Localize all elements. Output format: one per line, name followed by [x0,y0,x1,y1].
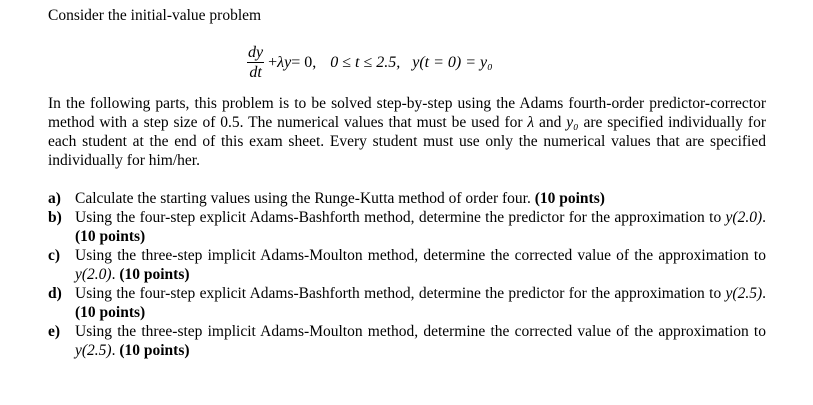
para-part-4: are specified individually for each student at the end of this exam sheet. Every student must use only the numerical values that are specified individually for him/her. [48,114,766,169]
para-part-3: and [534,114,567,131]
item-label: a) [48,190,61,207]
intro-text: Consider the initial-value problem [48,7,262,24]
para-lambda: λ [527,114,535,131]
item-text: Calculate the starting values using the Runge-Kutta method of order four. [75,190,531,207]
para-part-1: In the following parts, this problem is to be solved step-by-step using the Adams fourth-order predictor-corrector method with a step size of [48,95,766,131]
para-y0: y₀ [566,114,579,131]
item-text: Using the three-step implicit Adams-Moulton method, determine the corrected value of the approximation to [75,247,766,264]
step-size: 0.5 [220,114,240,131]
item-target: y(2.5) [75,342,112,359]
equation-lambda: λ [277,53,285,71]
question-list [48,189,766,360]
item-target: y(2.0) [75,266,112,283]
item-target: y(2.0) [725,209,763,226]
initial-condition: y(t = 0) = y₀ [412,53,493,71]
item-label: b) [48,209,62,226]
equation-equals-zero: = 0, [291,53,317,71]
item-points: (10 points) [119,342,190,359]
question-item-b: b) Using the four-step explicit Adams-Bashforth method, determine the predictor for the approximation to y(2.0). (10 points) [48,209,766,245]
item-points: (10 points) [534,190,605,207]
item-text: Using the four-step explicit Adams-Bashforth method, determine the predictor for the approximation to [75,285,726,302]
question-item-e: e) Using the three-step implicit Adams-Moulton method, determine the corrected value of the approximation to y(2.5). (10 points) [48,323,766,359]
fraction-bar [247,62,264,63]
derivative-fraction [247,44,264,81]
equation-range: 0 ≤ t ≤ 2.5, [330,53,401,71]
item-label: d) [48,285,62,302]
equation-plus: + [268,53,278,71]
item-label: c) [48,247,61,264]
fraction-denominator: dt [249,63,262,81]
fraction-numerator: dy [248,43,264,61]
item-target: y(2.5) [725,285,763,302]
question-item-c: c) Using the three-step implicit Adams-Moulton method, determine the corrected value of the approximation to y(2.0). (10 points) [48,247,766,283]
question-item-a [48,189,766,208]
question-item-d: d) Using the four-step explicit Adams-Bashforth method, determine the predictor for the approximation to y(2.5). (10 points) [48,285,766,321]
item-points: (10 points) [75,228,146,245]
item-points: (10 points) [75,304,146,321]
equation-y: y [284,53,292,71]
ivp-equation [247,40,493,84]
para-part-2: . The numerical values that must be used for [239,114,528,131]
item-points: (10 points) [119,266,190,283]
item-text: Using the four-step explicit Adams-Bashforth method, determine the predictor for the approximation to [75,209,726,226]
item-label: e) [48,323,61,340]
item-text: Using the three-step implicit Adams-Moulton method, determine the corrected value of the approximation to [75,323,766,340]
instructions-paragraph [48,94,766,170]
